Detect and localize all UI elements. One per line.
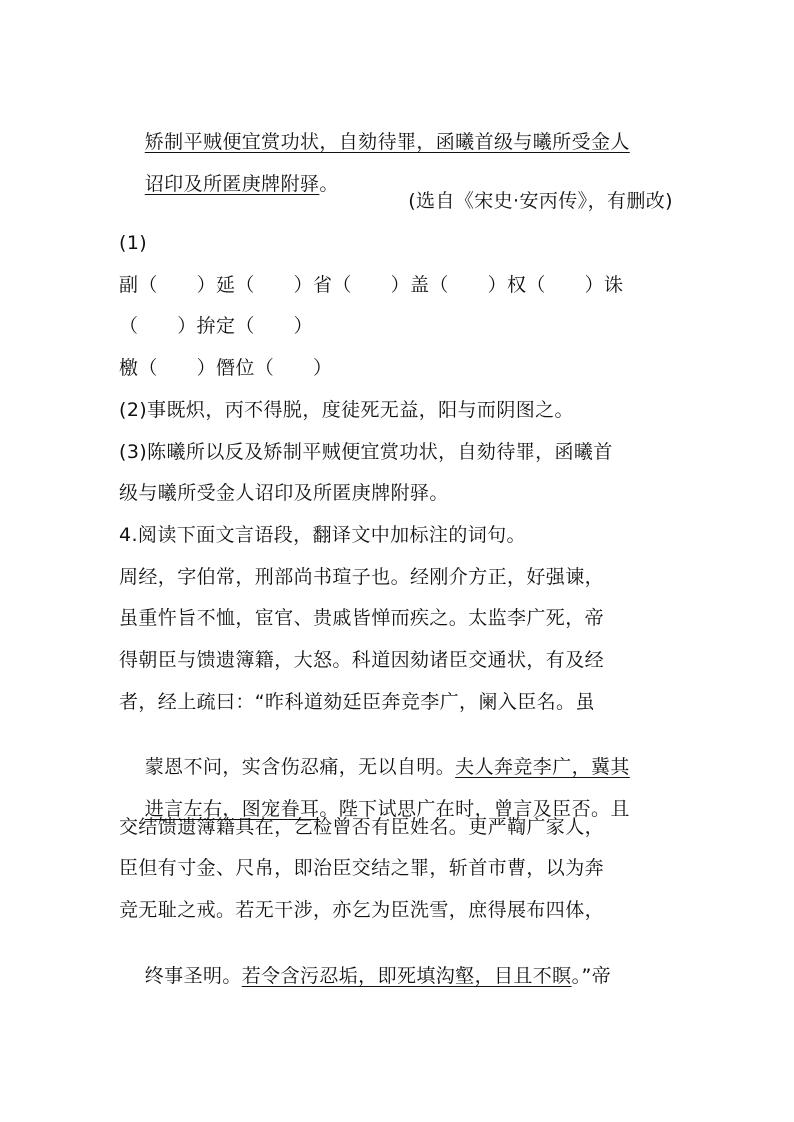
question-4-title: 4.阅读下面文言语段，翻译文中加标注的词句。 (119, 524, 526, 546)
underlined-sentence: 夫人奔竞李广，冀其 (455, 756, 630, 778)
passage-top-line-2 (119, 148, 339, 220)
passage-line (119, 940, 611, 1012)
passage-line: 得朝臣与馈遗簿籍，大怒。科道因劾诸臣交通状，有及经 (119, 649, 605, 671)
question-1-blanks-row-2: （ ）拚定（ ） (119, 315, 314, 337)
plain-text: 。陛下试思广在时，曾言及臣否。且 (319, 798, 630, 820)
passage-line: 者，经上疏曰：“昨科道劾廷臣奔竞李广，阑入臣名。虽 (119, 691, 595, 713)
passage-line: 臣但有寸金、尺帛，即治臣交结之罪，斩首市曹，以为奔 (119, 857, 605, 879)
underlined-sentence: 进言左右，图宠眷耳 (144, 798, 320, 820)
underlined-sentence: 诏印及所匿庚牌附驿 (144, 173, 320, 195)
underlined-sentence: 若令含污忍垢，即死填沟壑，目且不瞑 (241, 965, 572, 987)
passage-line: 虽重忤旨不恤，宦官、贵戚皆惮而疾之。太监李广死，帝 (119, 607, 605, 629)
punctuation: 。 (319, 173, 339, 195)
passage-line: 交结馈遗簿籍具在，乞检曾否有臣姓名。更严鞫广家人， (119, 816, 605, 838)
source-citation: (选自《宋史·安丙传》，有删改) (408, 190, 673, 212)
plain-text: 蒙恩不问，实含伤忍痛，无以自明。 (144, 756, 456, 778)
question-1-label: (1) (119, 232, 148, 254)
question-2: (2)事既炽，丙不得脱，度徒死无益，阳与而阴图之。 (119, 399, 574, 421)
underlined-sentence: 矫制平贼便宜赏功状，自劾待罪，函曦首级与曦所受金人 (144, 131, 630, 153)
passage-line: 周经，字伯常，刑部尚书瑄子也。经刚介方正，好强谏， (119, 566, 605, 588)
question-3-line-1: (3)陈曦所以反及矫制平贼便宜赏功状，自劾待罪，函曦首 (119, 441, 613, 463)
question-3-line-2: 级与曦所受金人诏印及所匿庚牌附驿。 (119, 482, 449, 504)
passage-line: 竞无耻之戒。若无干涉，亦乞为臣洗雪，庶得展布四体， (119, 899, 605, 921)
question-1-blanks-row-3: 檄（ ）僭位（ ） (119, 357, 333, 379)
plain-text: 终事圣明。 (144, 965, 242, 987)
plain-text: 。”帝 (571, 965, 612, 987)
question-1-blanks-row-1: 副（ ）延（ ）省（ ）盖（ ）权（ ）诛 (119, 274, 624, 296)
